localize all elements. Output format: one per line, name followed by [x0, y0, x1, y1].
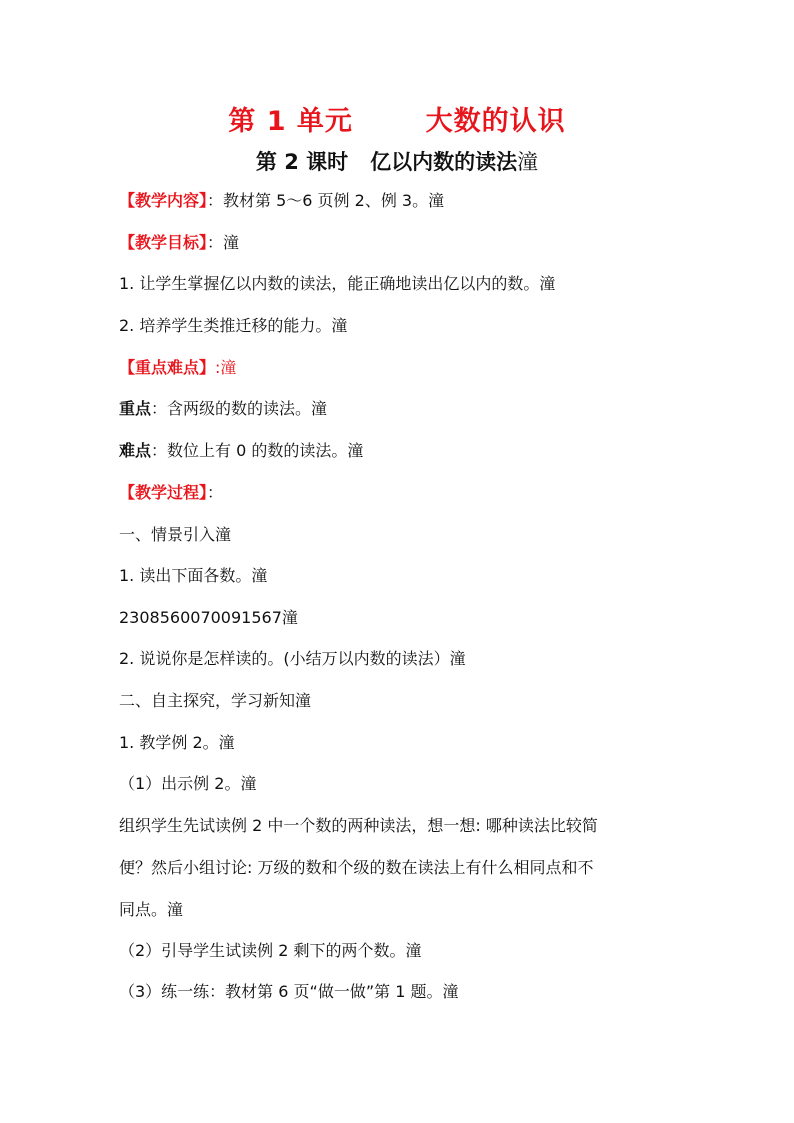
teaching-goals-label: 【教学目标】 [119, 233, 208, 252]
paragraph-line: 同点。潼 [119, 900, 184, 919]
key-points-line [119, 357, 236, 379]
teaching-content-label: 【教学内容】 [119, 191, 208, 210]
process-line [119, 482, 223, 504]
sub-step-1: （1）出示例 2。潼 [119, 774, 257, 793]
teaching-content-text: ：教材第 5～6 页例 2、例 3。潼 [207, 191, 445, 210]
key-point-label: 重点 [119, 399, 152, 418]
step-1-1: 1. 读出下面各数。潼 [119, 566, 268, 585]
section-1-heading: 一、情景引入潼 [119, 525, 232, 544]
lesson-subtitle [0, 146, 794, 176]
sub-step-2: （2）引导学生试读例 2 剩下的两个数。潼 [119, 941, 422, 960]
step-2-1: 1. 教学例 2。潼 [119, 733, 235, 752]
lesson-subtitle-mark: 潼 [517, 150, 539, 174]
paragraph-line: 便？然后小组讨论: 万级的数和个级的数在读法上有什么相同点和不 [119, 858, 594, 877]
teaching-goals-text: ：潼 [207, 233, 240, 252]
key-point-line [119, 398, 327, 420]
process-label: 【教学过程】 [119, 483, 208, 502]
paragraph-line: 组织学生先试读例 2 中一个数的两种读法，想一想: 哪种读法比较简 [119, 816, 598, 835]
section-2-heading: 二、自主探究，学习新知潼 [119, 691, 312, 710]
difficulty-label: 难点 [119, 441, 152, 460]
teaching-goals-line [119, 232, 239, 254]
goal-1: 1. 让学生掌握亿以内数的读法，能正确地读出亿以内的数。潼 [119, 274, 556, 293]
unit-title: 第 1 单元 大数的认识 [228, 106, 566, 137]
difficulty-line [119, 440, 363, 462]
discussion-paragraph [119, 815, 681, 941]
key-point-text: ：含两级的数的读法。潼 [151, 399, 328, 418]
goal-2: 2. 培养学生类推迁移的能力。潼 [119, 316, 348, 335]
teaching-content-line [119, 190, 444, 212]
difficulty-text: ：数位上有 0 的数的读法。潼 [151, 441, 364, 460]
lesson-subtitle-text: 第 2 课时 亿以内数的读法 [255, 150, 518, 174]
sub-step-3: （3）练一练：教材第 6 页“做一做”第 1 题。潼 [119, 982, 459, 1001]
key-points-text: :潼 [215, 358, 237, 377]
process-text: ： [207, 483, 224, 502]
step-1-2: 2. 说说你是怎样读的。(小结万以内数的读法）潼 [119, 649, 466, 668]
numbers-line: 2308560070091567潼 [119, 608, 298, 627]
key-points-label: 【重点难点】 [119, 358, 216, 377]
